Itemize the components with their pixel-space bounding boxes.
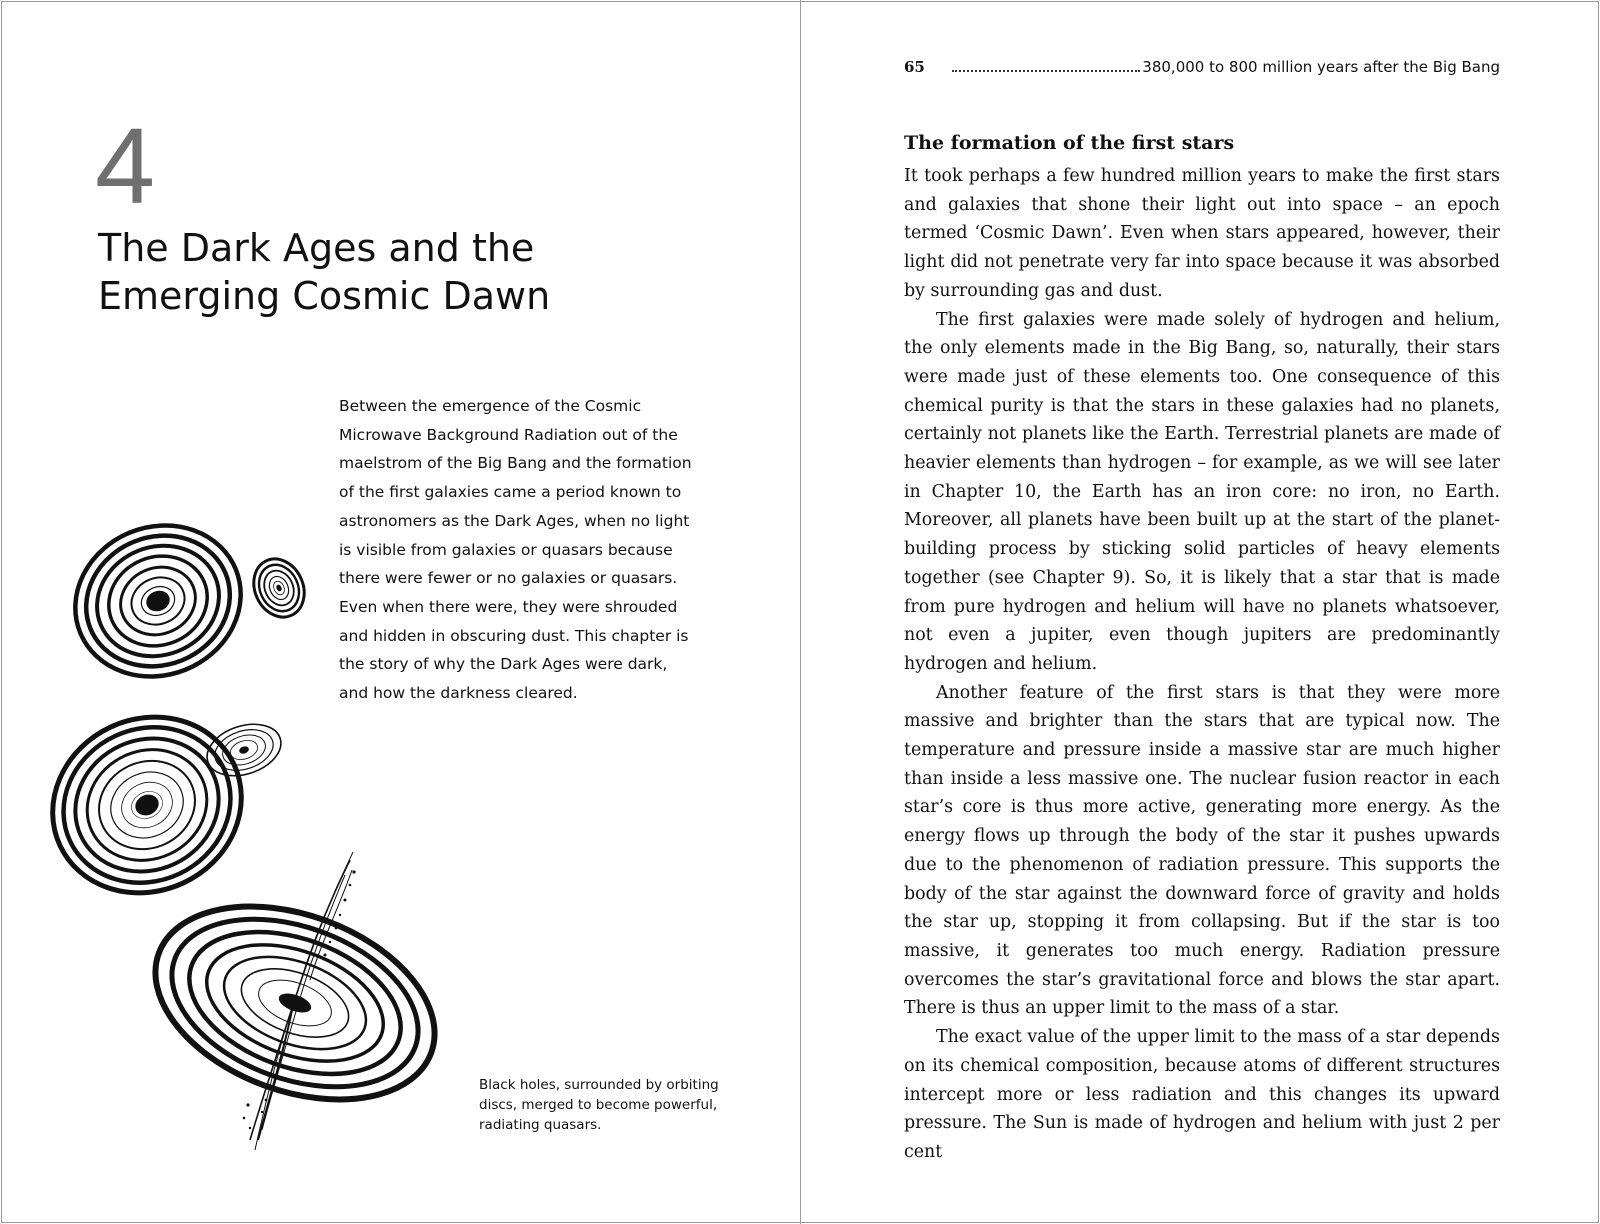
chapter-intro: Between the emergence of the Cosmic Microwave Background Radiation out of the maelstrom of the Big Bang and the formation of the first galaxies came a period known to astronomers as the Dark Ages, when no light is visible from galaxies or quasars because there were fewer or no galaxies or quasars. Even when there were, they were shrouded and hidden in obscuring dust. This chapter is the story of why the Dark Ages were dark, and how the darkness cleared.	[339, 397, 692, 703]
section-title: The formation of the first stars	[904, 132, 1235, 154]
body-text	[904, 162, 1500, 1167]
running-head	[904, 58, 1500, 76]
page-gutter	[800, 0, 801, 1224]
dot-leader	[952, 69, 1140, 72]
paragraph: It took perhaps a few hundred million years to make the first stars and galaxies that shone their light out into space – an epoch termed ‘Cosmic Dawn’. Even when stars appeared, however, their light did not penetrate very far into space because it was absorbed by surrounding gas and dust.	[904, 166, 1500, 301]
paragraph: The exact value of the upper limit to the mass of a star depends on its chemical composition, because atoms of different structures intercept more or less radiation and this changes its upward pressure. The Sun is made of hydrogen and helium with just 2 per cent	[904, 1027, 1500, 1162]
chapter-title-line-1: The Dark Ages and the	[98, 226, 535, 270]
chapter-title-line-2: Emerging Cosmic Dawn	[98, 274, 551, 318]
galaxy-disc-icon	[52, 501, 263, 701]
illustration-caption: Black holes, surrounded by orbiting discs, merged to become powerful, radiating quasars.	[479, 1077, 719, 1133]
running-head-text: 380,000 to 800 million years after the Big Bang	[1142, 58, 1500, 76]
large-galaxy-icon	[24, 686, 271, 923]
quasar-disc-icon	[129, 871, 462, 1136]
small-galaxy-icon	[245, 551, 314, 626]
paragraph: The first galaxies were made solely of hydrogen and helium, the only elements made in the Big Bang, so, naturally, their stars were made just of these elements too. One consequence of this chemical purity is that the stars in these galaxies had no planets, certainly not planets like the Earth. Terrestrial planets are made of heavier elements than hydrogen – for example, as we will see later in Chapter 10, the Earth has an iron core: no iron, no Earth. Moreover, all planets have been built up at the start of the planet-building process by sticking solid particles of heavy elements together (see Chapter 9). So, it is likely that a star that is made from pure hydrogen and helium will have no planets whatsoever, not even a jupiter, even though jupiters are predominantly hydrogen and helium.	[904, 309, 1500, 674]
paragraph: Another feature of the first stars is that they were more massive and brighter than the stars that are typical now. The temperature and pressure inside a massive star are much higher than inside a less massive one. The nuclear fusion reactor in each star’s core is thus more active, generating more energy. As the energy flows up through the body of the star it pushes upwards due to the phenomenon of radiation pressure. This supports the body of the star against the downward force of gravity and holds the star up, stopping it from collapsing. But if the star is too massive, it generates too much energy. Radiation pressure overcomes the star’s gravitational force and blows the star apart. There is thus an upper limit to the mass of a star.	[904, 682, 1500, 1019]
page-number: 65	[904, 58, 925, 76]
chapter-number: 4	[95, 105, 154, 226]
